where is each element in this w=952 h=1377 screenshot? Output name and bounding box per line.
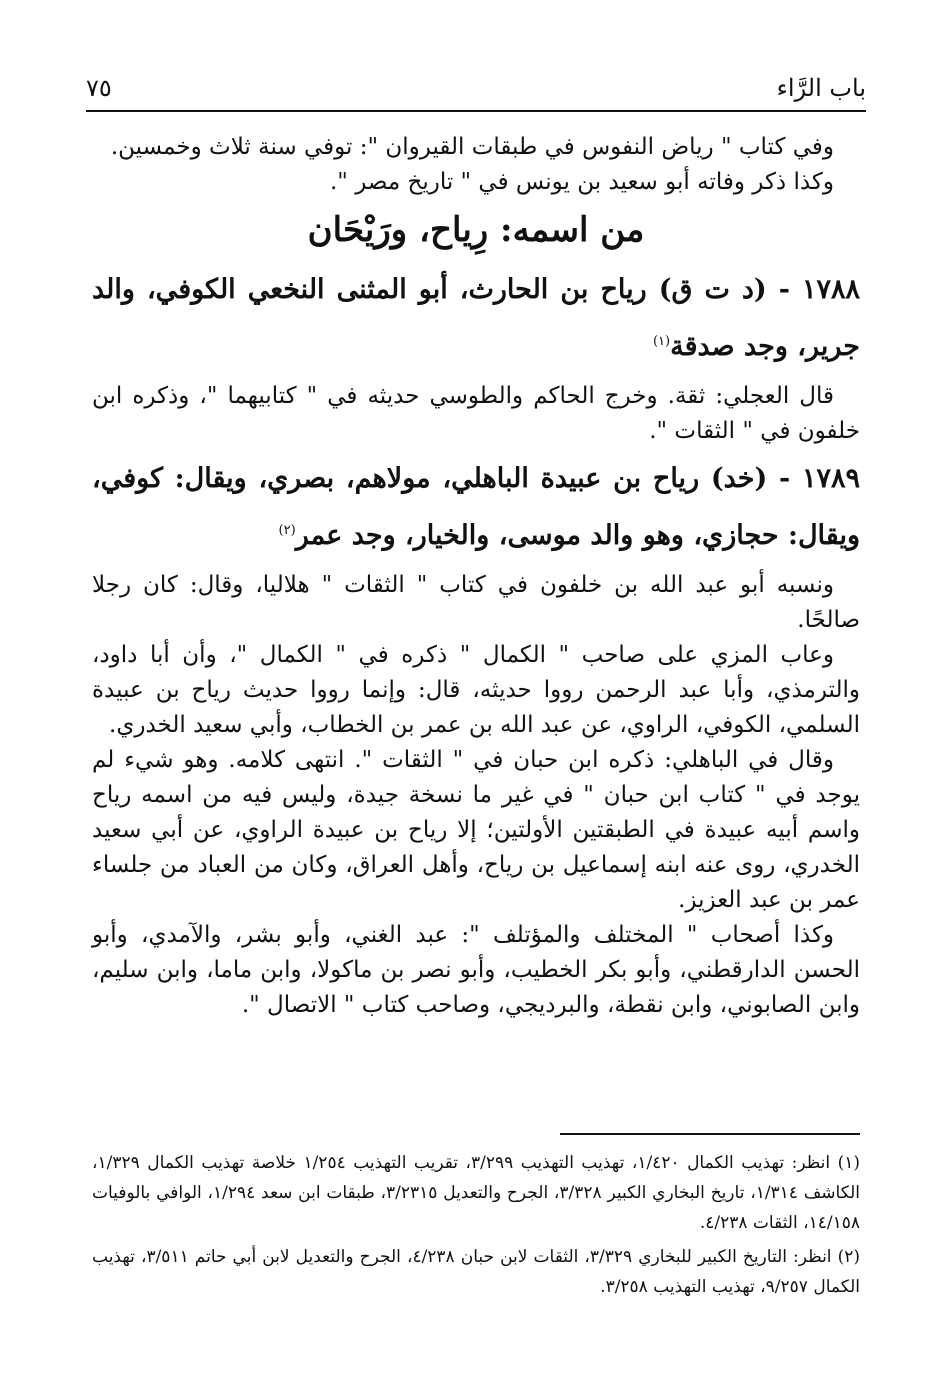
section-heading: من اسمه: رِياح، ورَيْحَان: [307, 210, 645, 250]
chapter-title: باب الرَّاء: [776, 74, 866, 102]
paragraph: وقال في الباهلي: ذكره ابن حبان في " الثقات ". انتهى كلامه. وهو شيء لم يوجد في " كتاب ابن حبان " في غير ما نسخة جيدة، وليس فيه من اسمه رياح واسم أبيه عبيدة في الطبقتين الأولتين؛ إلا رياح بن عبيدة الراوي، عن أبي سعيد الخدري، روى عنه ابنه إسماعيل بن رياح، وأهل العراق، وكان من العباد من جلساء عمر بن عبد العزيز.: [92, 747, 860, 913]
footnote-ref: (١): [652, 334, 671, 349]
footnote-1: (١) انظر: تهذيب الكمال ١/٤٢٠، تهذيب التهذيب ٣/٢٩٩، تقريب التهذيب ١/٢٥٤ خلاصة تهذيب الكمال ١/٣٢٩، الكاشف ١/٣١٤، تاريخ البخاري الكبير ٣/٣٢٨، الجرح والتعديل ٣/٢٣١٥، طبقات ابن سعد ١/٢٩٤، الوافي بالوفيات ١٤/١٥٨، الثقات ٤/٢٣٨.: [92, 1153, 861, 1233]
footnotes: [92, 1148, 860, 1306]
footnote-divider: [560, 1133, 860, 1135]
entry-1789: [92, 453, 860, 562]
main-text: [92, 130, 860, 1023]
running-header: [86, 70, 866, 106]
header-divider: [86, 110, 866, 112]
paragraph: ونسبه أبو عبد الله بن خلفون في كتاب " الثقات " هلاليا، وقال: كان رجلا صالحًا.: [92, 572, 860, 633]
page-number: ٧٥: [86, 74, 112, 102]
paragraph: وكذا ذكر وفاته أبو سعيد بن يونس في " تاريخ مصر ".: [330, 169, 834, 195]
footnote-ref: (٢): [278, 523, 296, 538]
footnote-2: (٢) انظر: التاريخ الكبير للبخاري ٣/٣٢٩، الثقات لابن حبان ٤/٢٣٨، الجرح والتعديل لابن أبي حاتم ٣/٥١١، تهذيب الكمال ٩/٢٥٧، تهذيب التهذيب ٣/٢٥٨.: [92, 1247, 860, 1297]
paragraph: قال العجلي: ثقة. وخرج الحاكم والطوسي حديثه في " كتابيهما "، وذكره ابن خلفون في " الثقات ".: [92, 383, 860, 444]
entry-title: ١٧٨٨ - (د ت ق) رياح بن الحارث، أبو المثنى النخعي الكوفي، والد جرير، وجد صدقة: [92, 274, 860, 362]
entry-title: ١٧٨٩ - (خد) رياح بن عبيدة الباهلي، مولاهم، بصري، ويقال: كوفي، ويقال: حجازي، وهو والد موسى، والخيار، وجد عمر: [92, 463, 860, 551]
paragraph: وعاب المزي على صاحب " الكمال " ذكره في " الكمال "، وأن أبا داود، والترمذي، وأبا عبد الرحمن رووا حديثه، قال: وإنما رووا حديث رياح بن عبيدة السلمي، الكوفي، الراوي، عن عبد الله بن عمر بن الخطاب، وأبي سعيد الخدري.: [92, 642, 860, 738]
entry-1788: [92, 264, 860, 373]
paragraph: وكذا أصحاب " المختلف والمؤتلف ": عبد الغني، وأبو بشر، والآمدي، وأبو الحسن الدارقطني، وأبو بكر الخطيب، وأبو نصر بن ماكولا، وابن ماما، وابن سليم، وابن الصابوني، وابن نقطة، والبرديجي، وصاحب كتاب " الاتصال ".: [92, 922, 860, 1018]
paragraph: وفي كتاب " رياض النفوس في طبقات القيروان ": توفي سنة ثلاث وخمسين.: [110, 134, 834, 160]
